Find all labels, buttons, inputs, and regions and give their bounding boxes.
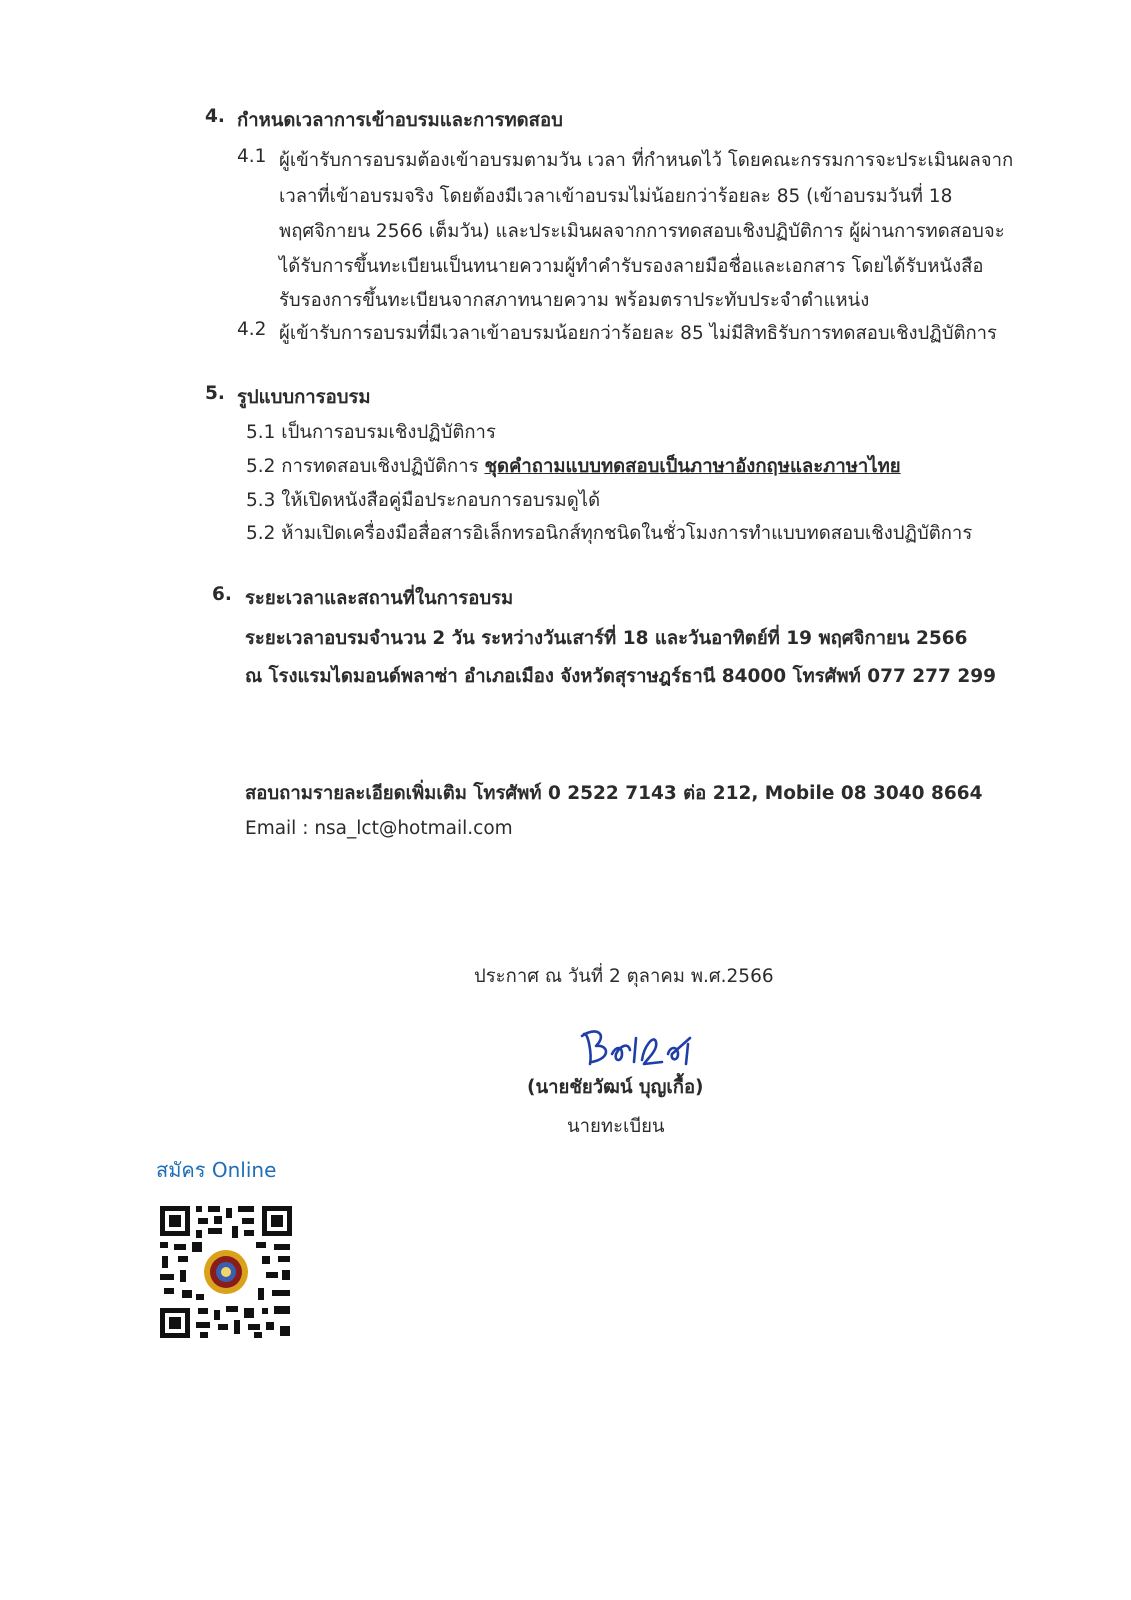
item-4-1-line: พฤศจิกายน 2566 เต็มวัน) และประเมินผลจากการทดสอบเชิงปฏิบัติการ ผู้ผ่านการทดสอบจะ [279, 221, 1005, 242]
item-5-2 [246, 452, 901, 481]
item-4-1-number: 4.1 [237, 146, 267, 167]
section-6-number: 6. [212, 584, 232, 605]
register-online-label[interactable]: สมัคร Online [156, 1158, 277, 1182]
signer-title: นายทะเบียน [567, 1116, 665, 1137]
item-4-1-line: รับรองการขึ้นทะเบียนจากสภาทนายความ พร้อมตราประทับประจำตำแหน่ง [279, 290, 870, 311]
signature [578, 1024, 708, 1072]
item-4-1-line: ผู้เข้ารับการอบรมต้องเข้าอบรมตามวัน เวลา ที่กำหนดไว้ โดยคณะกรรมการจะประเมินผลจาก [279, 150, 1014, 171]
section-6-title: ระยะเวลาและสถานที่ในการอบรม [245, 588, 514, 609]
contact-email: Email : nsa_lct@hotmail.com [245, 818, 513, 839]
item-5-3: 5.3 ให้เปิดหนังสือคู่มือประกอบการอบรมดูได้ [246, 490, 601, 511]
item-4-2-number: 4.2 [237, 319, 267, 340]
section-4-title: กำหนดเวลาการเข้าอบรมและการทดสอบ [237, 110, 563, 131]
section-4-number: 4. [205, 106, 225, 127]
announcement-date: ประกาศ ณ วันที่ 2 ตุลาคม พ.ศ.2566 [474, 966, 774, 987]
item-5-2-emphasis: ชุดคำถามแบบทดสอบเป็นภาษาอังกฤษและภาษาไทย [484, 456, 901, 477]
signer-name: (นายชัยวัฒน์ บุญเกื้อ) [527, 1077, 704, 1098]
section-5-title: รูปแบบการอบรม [237, 387, 371, 408]
item-4-1-line: เวลาที่เข้าอบรมจริง โดยต้องมีเวลาเข้าอบรมไม่น้อยกว่าร้อยละ 85 (เข้าอบรมวันที่ 18 [279, 186, 953, 207]
register-qr-code[interactable] [158, 1204, 294, 1340]
item-5-1: 5.1 เป็นการอบรมเชิงปฏิบัติการ [246, 422, 496, 443]
item-4-2-text: ผู้เข้ารับการอบรมที่มีเวลาเข้าอบรมน้อยกว่าร้อยละ 85 ไม่มีสิทธิรับการทดสอบเชิงปฏิบัติการ [279, 323, 997, 344]
item-5-4: 5.2 ห้ามเปิดเครื่องมือสื่อสารอิเล็กทรอนิกส์ทุกชนิดในชั่วโมงการทำแบบทดสอบเชิงปฏิบัติการ [246, 523, 973, 544]
section-5-number: 5. [205, 383, 225, 404]
section-6-line1: ระยะเวลาอบรมจำนวน 2 วัน ระหว่างวันเสาร์ที่ 18 และวันอาทิตย์ที่ 19 พฤศจิกายน 2566 [245, 628, 968, 649]
item-4-1-line: ได้รับการขึ้นทะเบียนเป็นทนายความผู้ทำคำรับรองลายมือชื่อและเอกสาร โดยได้รับหนังสือ [279, 256, 984, 277]
item-5-2-prefix: 5.2 การทดสอบเชิงปฏิบัติการ [246, 456, 485, 477]
section-6-line2: ณ โรงแรมไดมอนด์พลาซ่า อำเภอเมือง จังหวัดสุราษฎร์ธานี 84000 โทรศัพท์ 077 277 299 [245, 666, 996, 687]
contact-phone: สอบถามรายละเอียดเพิ่มเติม โทรศัพท์ 0 2522 7143 ต่อ 212, Mobile 08 3040 8664 [245, 783, 983, 804]
